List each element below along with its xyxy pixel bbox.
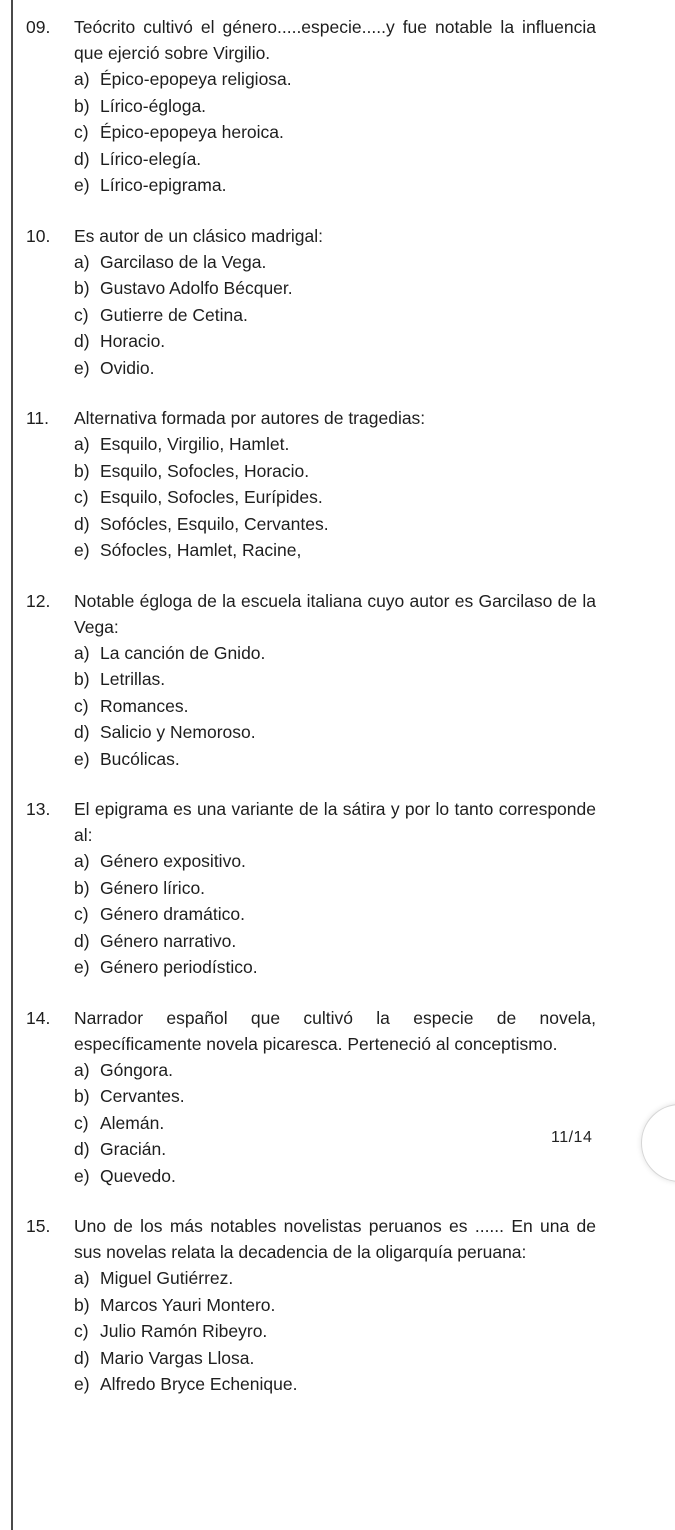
option-e	[74, 746, 596, 773]
question-number: 09.	[26, 17, 51, 37]
scroll-handle[interactable]	[641, 1104, 675, 1182]
question-text: Narrador español que cultivó la especie de novela, específicamente novela picaresca. Perteneció al conceptismo.	[74, 1007, 596, 1054]
question-12	[26, 588, 596, 773]
option-text: Sofócles, Esquilo, Cervantes.	[100, 513, 329, 534]
option-letter: d)	[74, 148, 90, 169]
option-d	[74, 146, 596, 173]
option-b	[74, 275, 596, 302]
question-13	[26, 796, 596, 981]
option-letter: b)	[74, 669, 90, 689]
option-text: Marcos Yauri Montero.	[100, 1294, 276, 1315]
option-d	[74, 1345, 596, 1372]
option-text: Esquilo, Virgilio, Hamlet.	[100, 434, 290, 454]
option-text: Mario Vargas Llosa.	[100, 1347, 255, 1368]
option-text: Género dramático.	[100, 904, 245, 924]
option-letter: a)	[74, 642, 90, 663]
option-letter: c)	[74, 1112, 89, 1133]
question-10	[26, 223, 596, 382]
question-stem	[26, 405, 596, 431]
option-letter: b)	[74, 1086, 90, 1106]
option-letter: c)	[74, 304, 89, 325]
option-letter: c)	[74, 1321, 89, 1341]
question-stem	[26, 588, 596, 640]
option-d	[74, 928, 596, 955]
option-letter: a)	[74, 434, 90, 454]
option-letter: d)	[74, 1139, 90, 1159]
option-text: Letrillas.	[100, 669, 166, 689]
question-number: 14.	[26, 1007, 51, 1028]
option-b	[74, 458, 596, 485]
question-stem	[26, 1005, 596, 1057]
option-text: Gustavo Adolfo Bécquer.	[100, 278, 293, 298]
question-stem	[26, 14, 596, 66]
question-text: Alternativa formada por autores de tragedias:	[74, 408, 426, 428]
option-c	[74, 119, 596, 146]
option-a	[74, 848, 596, 875]
option-text: Épico-epopeya heroica.	[100, 122, 284, 142]
option-text: Alfredo Bryce Echenique.	[100, 1374, 298, 1394]
question-stem	[26, 1213, 596, 1265]
question-number: 12.	[26, 590, 51, 611]
option-letter: a)	[74, 1059, 90, 1080]
question-number: 15.	[26, 1216, 51, 1236]
question-number: 11.	[26, 408, 50, 428]
option-b	[74, 875, 596, 902]
option-a	[74, 249, 596, 276]
option-text: Góngora.	[100, 1059, 173, 1080]
option-c	[74, 484, 596, 511]
option-letter: e)	[74, 957, 90, 977]
option-text: Miguel Gutiérrez.	[100, 1268, 234, 1288]
option-letter: b)	[74, 95, 90, 116]
question-number: 13.	[26, 799, 51, 819]
option-text: Ovidio.	[100, 357, 155, 378]
left-margin-line	[11, 0, 13, 1530]
option-d	[74, 511, 596, 538]
option-text: La canción de Gnido.	[100, 642, 266, 663]
option-a	[74, 640, 596, 667]
option-letter: a)	[74, 69, 90, 89]
option-e	[74, 172, 596, 199]
option-d	[74, 1136, 596, 1163]
option-text: Lírico-epigrama.	[100, 175, 227, 195]
option-letter: b)	[74, 278, 90, 298]
option-letter: d)	[74, 930, 90, 951]
option-text: Sófocles, Hamlet, Racine,	[100, 540, 302, 560]
option-text: Gutierre de Cetina.	[100, 304, 248, 325]
option-letter: d)	[74, 513, 90, 534]
option-list	[26, 249, 596, 382]
option-e	[74, 1371, 596, 1398]
option-letter: d)	[74, 1347, 90, 1368]
option-letter: c)	[74, 487, 89, 507]
question-11	[26, 405, 596, 564]
option-list	[26, 1265, 596, 1398]
option-text: Género lírico.	[100, 877, 206, 898]
option-letter: c)	[74, 122, 89, 142]
option-letter: c)	[74, 904, 89, 924]
option-b	[74, 93, 596, 120]
option-list	[26, 640, 596, 773]
option-letter: e)	[74, 1374, 90, 1394]
option-c	[74, 1110, 596, 1137]
option-a	[74, 431, 596, 458]
option-letter: d)	[74, 722, 90, 742]
question-stem	[26, 223, 596, 249]
question-14	[26, 1005, 596, 1190]
question-text: El epigrama es una variante de la sátira y por lo tanto corresponde al:	[74, 799, 596, 845]
option-text: Esquilo, Sofocles, Horacio.	[100, 460, 310, 481]
option-text: Julio Ramón Ribeyro.	[100, 1321, 268, 1341]
option-text: Lírico-elegía.	[100, 148, 202, 169]
option-a	[74, 1057, 596, 1084]
question-text: Teócrito cultivó el género.....especie.....y fue notable la influencia que ejerció sobre Virgilio.	[74, 17, 596, 63]
option-e	[74, 1163, 596, 1190]
option-text: Romances.	[100, 695, 189, 716]
page-indicator: 11/14	[551, 1129, 593, 1146]
option-text: Género expositivo.	[100, 851, 246, 871]
option-text: Quevedo.	[100, 1165, 176, 1186]
option-text: Lírico-égloga.	[100, 95, 207, 116]
option-letter: d)	[74, 331, 90, 351]
option-e	[74, 537, 596, 564]
question-text: Uno de los más notables novelistas peruanos es ...... En una de sus novelas relata la decadencia de la oligarquía peruana:	[74, 1216, 596, 1262]
option-e	[74, 954, 596, 981]
option-text: Épico-epopeya religiosa.	[100, 69, 292, 89]
option-letter: e)	[74, 175, 90, 195]
option-d	[74, 719, 596, 746]
option-d	[74, 328, 596, 355]
option-b	[74, 1083, 596, 1110]
option-text: Género narrativo.	[100, 930, 237, 951]
option-text: Salicio y Nemoroso.	[100, 722, 256, 742]
question-text: Notable égloga de la escuela italiana cuyo autor es Garcilaso de la Vega:	[74, 590, 596, 637]
question-15	[26, 1213, 596, 1398]
option-b	[74, 1292, 596, 1319]
option-letter: e)	[74, 1165, 90, 1186]
option-letter: a)	[74, 851, 90, 871]
option-letter: c)	[74, 695, 89, 716]
option-a	[74, 66, 596, 93]
option-c	[74, 901, 596, 928]
option-text: Bucólicas.	[100, 748, 180, 769]
question-list	[26, 14, 596, 1398]
option-text: Alemán.	[100, 1112, 165, 1133]
option-letter: e)	[74, 748, 90, 769]
question-text: Es autor de un clásico madrigal:	[74, 225, 324, 246]
option-text: Horacio.	[100, 331, 166, 351]
option-letter: e)	[74, 357, 90, 378]
option-c	[74, 693, 596, 720]
option-letter: b)	[74, 460, 90, 481]
option-c	[74, 1318, 596, 1345]
option-text: Gracián.	[100, 1139, 167, 1159]
option-letter: e)	[74, 540, 90, 560]
option-letter: a)	[74, 1268, 90, 1288]
option-text: Garcilaso de la Vega.	[100, 251, 267, 272]
option-list	[26, 66, 596, 199]
option-list	[26, 1057, 596, 1190]
option-list	[26, 431, 596, 564]
option-text: Esquilo, Sofocles, Eurípides.	[100, 487, 323, 507]
option-letter: a)	[74, 251, 90, 272]
question-stem	[26, 796, 596, 848]
option-c	[74, 302, 596, 329]
option-a	[74, 1265, 596, 1292]
question-09	[26, 14, 596, 199]
option-text: Género periodístico.	[100, 957, 258, 977]
option-letter: b)	[74, 1294, 90, 1315]
option-text: Cervantes.	[100, 1086, 185, 1106]
option-letter: b)	[74, 877, 90, 898]
option-list	[26, 848, 596, 981]
question-number: 10.	[26, 225, 51, 246]
option-b	[74, 666, 596, 693]
option-e	[74, 355, 596, 382]
